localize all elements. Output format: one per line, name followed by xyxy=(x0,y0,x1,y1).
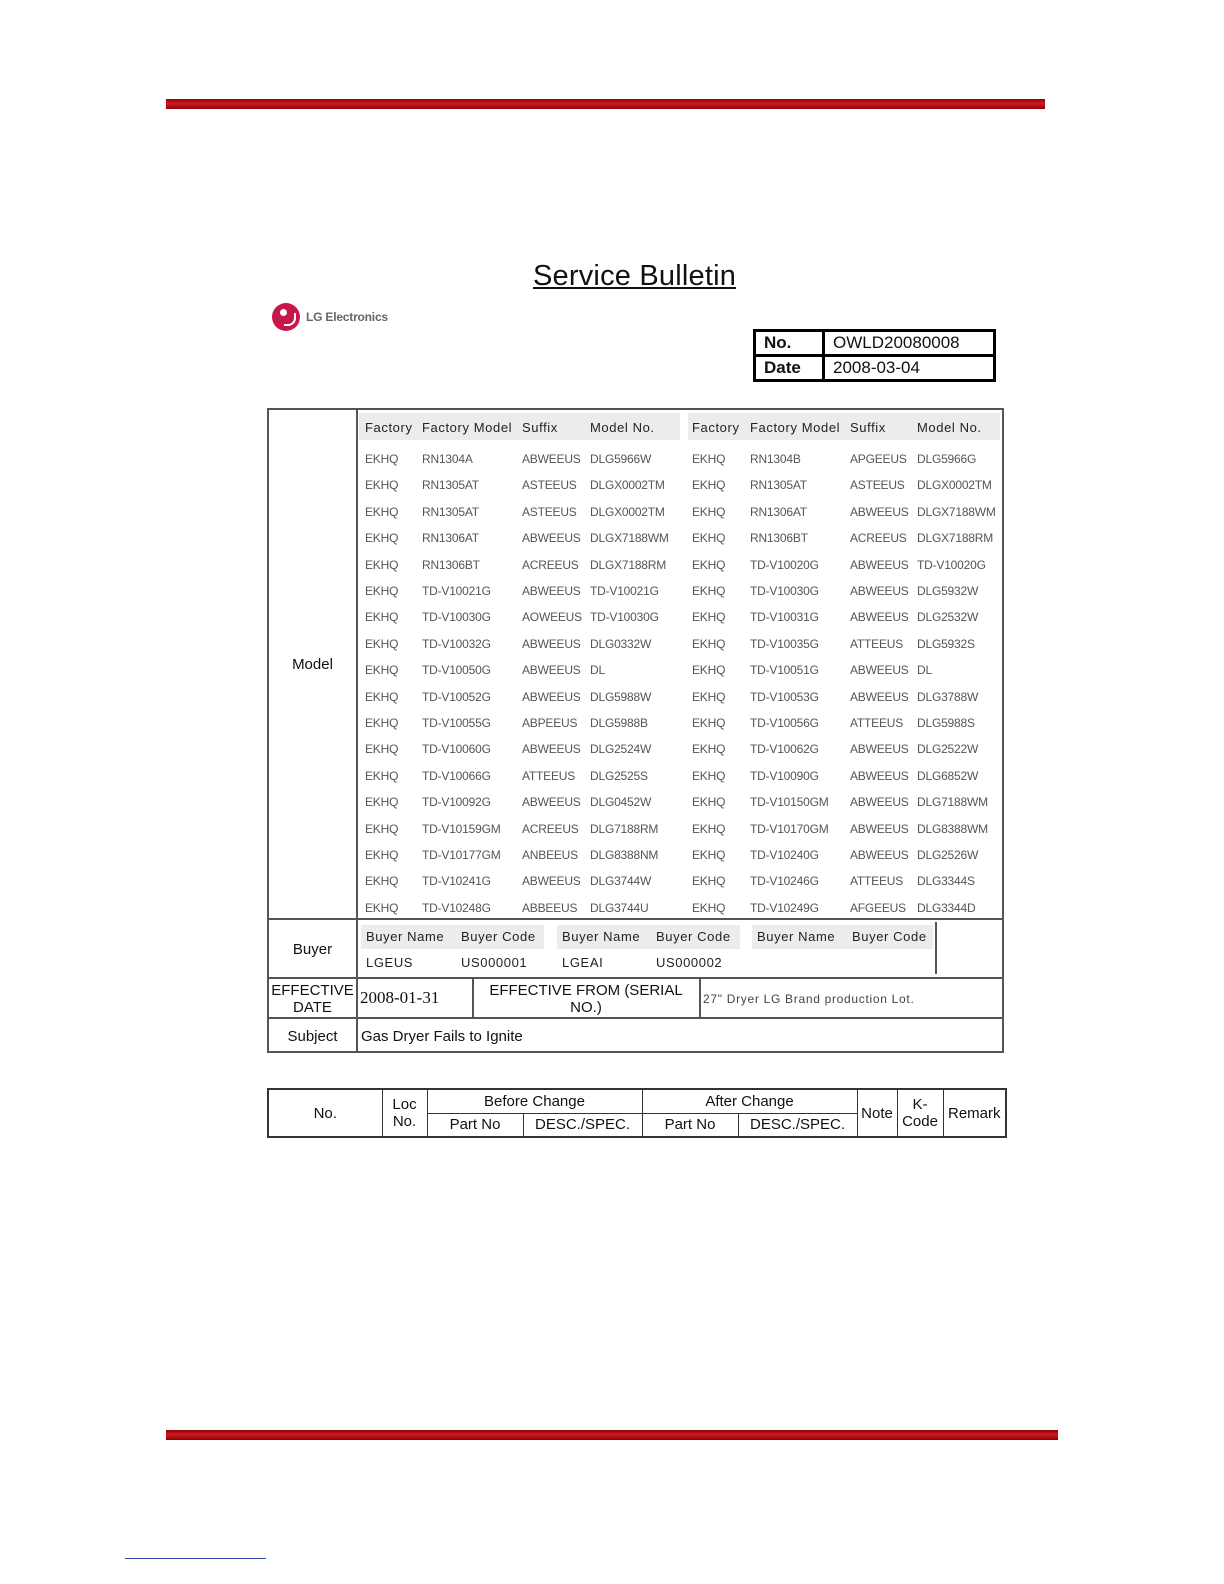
model-cell: EKHQ xyxy=(692,531,726,546)
model-column-header: Factory Model xyxy=(750,420,841,435)
model-cell: DLG5988B xyxy=(590,716,648,730)
model-cell: EKHQ xyxy=(365,742,399,757)
effective-from-divider xyxy=(699,977,701,1019)
model-cell: ATTEEUS xyxy=(522,768,576,783)
model-cell: EKHQ xyxy=(365,900,399,915)
model-cell: EKHQ xyxy=(365,531,399,546)
model-cell: TD-V10020G xyxy=(917,557,986,572)
model-column-header: Suffix xyxy=(850,420,886,435)
model-cell: EKHQ xyxy=(365,768,399,783)
model-cell: TD-V10021G xyxy=(422,584,491,598)
model-cell: DLG5966G xyxy=(917,452,977,466)
model-cell: EKHQ xyxy=(692,768,726,783)
model-cell: TD-V10055G xyxy=(422,716,491,730)
model-cell: ABWEEUS xyxy=(850,557,909,572)
model-cell: ABWEEUS xyxy=(522,795,581,810)
model-cell: DLG7188RM xyxy=(590,821,659,836)
model-column-header: Model No. xyxy=(917,420,982,435)
effective-from-value: 27" Dryer LG Brand production Lot. xyxy=(703,992,915,1006)
model-cell: EKHQ xyxy=(692,584,726,598)
model-cell: DLGX7188RM xyxy=(590,557,667,572)
model-cell: TD-V10090G xyxy=(750,768,819,783)
buyer-value: LGEAI xyxy=(562,955,604,970)
model-cell: EKHQ xyxy=(365,504,399,519)
model-cell: DLGX0002TM xyxy=(590,478,665,493)
model-cell: TD-V10030G xyxy=(750,584,819,598)
model-cell: DLGX7188RM xyxy=(917,531,994,546)
buyer-column-header: Buyer Code xyxy=(656,929,731,944)
subject-value: Gas Dryer Fails to Ignite xyxy=(361,1028,523,1045)
model-cell: AFGEEUS xyxy=(850,900,906,915)
model-cell: EKHQ xyxy=(692,874,726,889)
model-cell: DLG2522W xyxy=(917,742,979,757)
model-cell: DLG3744W xyxy=(590,874,652,889)
model-cell: ABWEEUS xyxy=(522,584,581,598)
model-cell: ABWEEUS xyxy=(850,848,909,862)
model-column-header: Factory xyxy=(692,420,740,435)
model-cell: EKHQ xyxy=(365,610,399,625)
model-cell: TD-V10020G xyxy=(750,557,819,572)
remark-header: Remark xyxy=(943,1089,1006,1137)
model-cell: ACREEUS xyxy=(522,557,579,572)
model-cell: ABWEEUS xyxy=(850,795,909,810)
model-cell: DLG5932S xyxy=(917,636,975,651)
model-cell: TD-V10249G xyxy=(750,900,819,915)
buyer-column-header: Buyer Name xyxy=(562,929,641,944)
model-cell: ACREEUS xyxy=(850,531,907,546)
model-cell: DLG6852W xyxy=(917,768,979,783)
model-column-header: Factory xyxy=(365,420,413,435)
model-cell: DL xyxy=(917,663,932,678)
model-cell: EKHQ xyxy=(692,689,726,704)
date-value: 2008-03-04 xyxy=(824,356,995,381)
model-cell: ABWEEUS xyxy=(850,689,909,704)
model-cell: TD-V10053G xyxy=(750,689,819,704)
model-cell: ABWEEUS xyxy=(850,821,909,836)
model-cell: EKHQ xyxy=(692,900,726,915)
model-cell: EKHQ xyxy=(692,848,726,862)
top-red-bar xyxy=(166,99,1045,109)
model-cell: DLG0452W xyxy=(590,795,652,810)
model-cell: TD-V10092G xyxy=(422,795,491,810)
model-cell: TD-V10060G xyxy=(422,742,491,757)
logo-text: LG Electronics xyxy=(306,310,388,324)
lg-logo xyxy=(272,303,388,331)
model-cell: ATTEEUS xyxy=(850,716,904,730)
model-cell: DLG8388WM xyxy=(917,821,988,836)
model-cell: EKHQ xyxy=(365,478,399,493)
before-desc-header: DESC./SPEC. xyxy=(523,1113,642,1137)
after-change-header: After Change xyxy=(642,1089,857,1113)
buyer-effective-divider xyxy=(267,977,1004,979)
buyer-column-header: Buyer Name xyxy=(757,929,836,944)
model-cell: ABWEEUS xyxy=(850,768,909,783)
model-cell: ABBEEUS xyxy=(522,900,578,915)
model-cell: ABPEEUS xyxy=(522,716,578,730)
model-cell: TD-V10052G xyxy=(422,689,491,704)
change-table xyxy=(267,1088,1007,1138)
model-cell: TD-V10030G xyxy=(590,610,659,625)
model-cell: DLGX7188WM xyxy=(590,531,669,546)
model-cell: DLG2524W xyxy=(590,742,652,757)
model-cell: DLG0332W xyxy=(590,636,652,651)
model-cell: RN1306BT xyxy=(750,531,808,546)
before-change-header: Before Change xyxy=(427,1089,642,1113)
model-cell: EKHQ xyxy=(692,795,726,810)
subject-label: Subject xyxy=(287,1028,338,1045)
buyer-value: US000002 xyxy=(656,955,723,970)
model-cell: RN1306AT xyxy=(422,531,479,546)
model-column-header: Factory Model xyxy=(422,420,513,435)
model-cell: EKHQ xyxy=(365,636,399,651)
model-cell: TD-V10050G xyxy=(422,663,491,678)
model-cell: RN1305AT xyxy=(422,504,479,519)
model-cell: ABWEEUS xyxy=(522,531,581,546)
model-cell: ANBEEUS xyxy=(522,848,578,862)
k-code-header: K-Code xyxy=(897,1089,943,1137)
model-cell: ABWEEUS xyxy=(850,584,909,598)
model-column-header: Suffix xyxy=(522,420,558,435)
buyer-column-header: Buyer Name xyxy=(366,929,445,944)
model-cell: TD-V10030G xyxy=(422,610,491,625)
model-cell: ABWEEUS xyxy=(850,742,909,757)
after-desc-header: DESC./SPEC. xyxy=(738,1113,857,1137)
model-cell: DLGX0002TM xyxy=(590,504,665,519)
model-cell: ABWEEUS xyxy=(522,663,581,678)
model-cell: EKHQ xyxy=(692,821,726,836)
model-cell: TD-V10062G xyxy=(750,742,819,757)
model-cell: AOWEEUS xyxy=(522,610,582,625)
model-cell: ACREEUS xyxy=(522,821,579,836)
model-cell: TD-V10248G xyxy=(422,900,491,915)
buyer-column-header: Buyer Code xyxy=(461,929,536,944)
after-part-no-header: Part No xyxy=(642,1113,738,1137)
model-cell: DLG3344S xyxy=(917,874,975,889)
model-cell: TD-V10066G xyxy=(422,768,491,783)
model-cell: EKHQ xyxy=(692,636,726,651)
model-cell: EKHQ xyxy=(692,504,726,519)
model-cell: DLG5988S xyxy=(917,716,975,730)
model-cell: EKHQ xyxy=(365,584,399,598)
model-cell: RN1304B xyxy=(750,452,801,466)
model-cell: RN1305AT xyxy=(422,478,479,493)
buyer-end-divider xyxy=(935,922,937,974)
model-cell: DLG3744U xyxy=(590,900,649,915)
model-cell: ABWEEUS xyxy=(850,663,909,678)
model-cell: TD-V10035G xyxy=(750,636,819,651)
model-cell: EKHQ xyxy=(692,716,726,730)
model-cell: RN1304A xyxy=(422,452,473,466)
model-cell: ABWEEUS xyxy=(522,452,581,466)
model-cell: DLG5932W xyxy=(917,584,979,598)
effective-from-label: EFFECTIVE FROM (SERIAL NO.) xyxy=(489,982,683,1016)
model-cell: TD-V10240G xyxy=(750,848,819,862)
model-cell: EKHQ xyxy=(692,452,726,466)
model-cell: DLG8388NM xyxy=(590,848,659,862)
model-cell: ASTEEUS xyxy=(522,478,577,493)
model-cell: DLG2525S xyxy=(590,768,648,783)
date-label: Date xyxy=(755,356,824,381)
model-cell: ABWEEUS xyxy=(850,610,909,625)
model-cell: TD-V10056G xyxy=(750,716,819,730)
model-cell: EKHQ xyxy=(692,478,726,493)
model-cell: TD-V10159GM xyxy=(422,821,501,836)
no-label: No. xyxy=(755,331,824,356)
no-value: OWLD20080008 xyxy=(824,331,995,356)
label-column-divider xyxy=(356,408,358,1053)
buyer-value: US000001 xyxy=(461,955,528,970)
model-cell: RN1305AT xyxy=(750,478,807,493)
model-cell: DLG3788W xyxy=(917,689,979,704)
model-cell: ABWEEUS xyxy=(850,504,909,519)
model-cell: DL xyxy=(590,663,605,678)
effective-date-label: EFFECTIVE DATE xyxy=(271,982,354,1016)
model-cell: EKHQ xyxy=(365,716,399,730)
model-cell: RN1306AT xyxy=(750,504,807,519)
note-header: Note xyxy=(857,1089,897,1137)
model-cell: EKHQ xyxy=(692,610,726,625)
model-cell: EKHQ xyxy=(365,689,399,704)
model-cell: TD-V10177GM xyxy=(422,848,501,862)
model-cell: TD-V10150GM xyxy=(750,795,829,810)
buyer-column-header: Buyer Code xyxy=(852,929,927,944)
model-cell: EKHQ xyxy=(365,821,399,836)
model-cell: ABWEEUS xyxy=(522,689,581,704)
no-header: No. xyxy=(268,1089,382,1137)
model-cell: DLG2526W xyxy=(917,848,979,862)
bulletin-number-date xyxy=(753,329,996,382)
model-column-header: Model No. xyxy=(590,420,655,435)
model-cell: DLGX0002TM xyxy=(917,478,992,493)
model-cell: TD-V10021G xyxy=(590,584,659,598)
model-cell: DLG5966W xyxy=(590,452,652,466)
model-buyer-divider xyxy=(267,918,1004,920)
bottom-red-bar xyxy=(166,1430,1058,1440)
model-cell: TD-V10032G xyxy=(422,636,491,651)
model-cell: EKHQ xyxy=(365,795,399,810)
model-cell: TD-V10246G xyxy=(750,874,819,889)
model-cell: DLG2532W xyxy=(917,610,979,625)
model-cell: TD-V10031G xyxy=(750,610,819,625)
model-cell: RN1306BT xyxy=(422,557,480,572)
effective-date-divider xyxy=(472,977,474,1019)
lg-logo-icon xyxy=(272,303,300,331)
model-cell: EKHQ xyxy=(692,742,726,757)
model-cell: EKHQ xyxy=(365,663,399,678)
model-cell: TD-V10051G xyxy=(750,663,819,678)
model-cell: ASTEEUS xyxy=(850,478,905,493)
model-cell: TD-V10170GM xyxy=(750,821,829,836)
loc-no-header: Loc No. xyxy=(382,1089,427,1137)
model-cell: DLG5988W xyxy=(590,689,652,704)
page-title: Service Bulletin xyxy=(533,260,737,292)
model-cell: ABWEEUS xyxy=(522,742,581,757)
model-cell: APGEEUS xyxy=(850,452,907,466)
effective-date-value: 2008-01-31 xyxy=(360,988,440,1007)
model-cell: DLG7188WM xyxy=(917,795,988,810)
model-cell: ATTEEUS xyxy=(850,636,904,651)
model-cell: EKHQ xyxy=(365,557,399,572)
footnote-separator xyxy=(125,1558,266,1559)
model-cell: EKHQ xyxy=(365,848,399,862)
model-cell: DLGX7188WM xyxy=(917,504,996,519)
model-cell: EKHQ xyxy=(365,452,399,466)
buyer-label: Buyer xyxy=(292,941,333,958)
model-cell: EKHQ xyxy=(692,557,726,572)
model-cell: EKHQ xyxy=(365,874,399,889)
model-cell: ASTEEUS xyxy=(522,504,577,519)
before-part-no-header: Part No xyxy=(427,1113,523,1137)
model-cell: TD-V10241G xyxy=(422,874,491,889)
effective-subject-divider xyxy=(267,1017,1004,1019)
model-cell: DLG3344D xyxy=(917,900,976,915)
model-cell: ATTEEUS xyxy=(850,874,904,889)
buyer-value: LGEUS xyxy=(366,955,414,970)
model-cell: ABWEEUS xyxy=(522,874,581,889)
model-label: Model xyxy=(292,656,333,673)
model-cell: ABWEEUS xyxy=(522,636,581,651)
model-cell: EKHQ xyxy=(692,663,726,678)
